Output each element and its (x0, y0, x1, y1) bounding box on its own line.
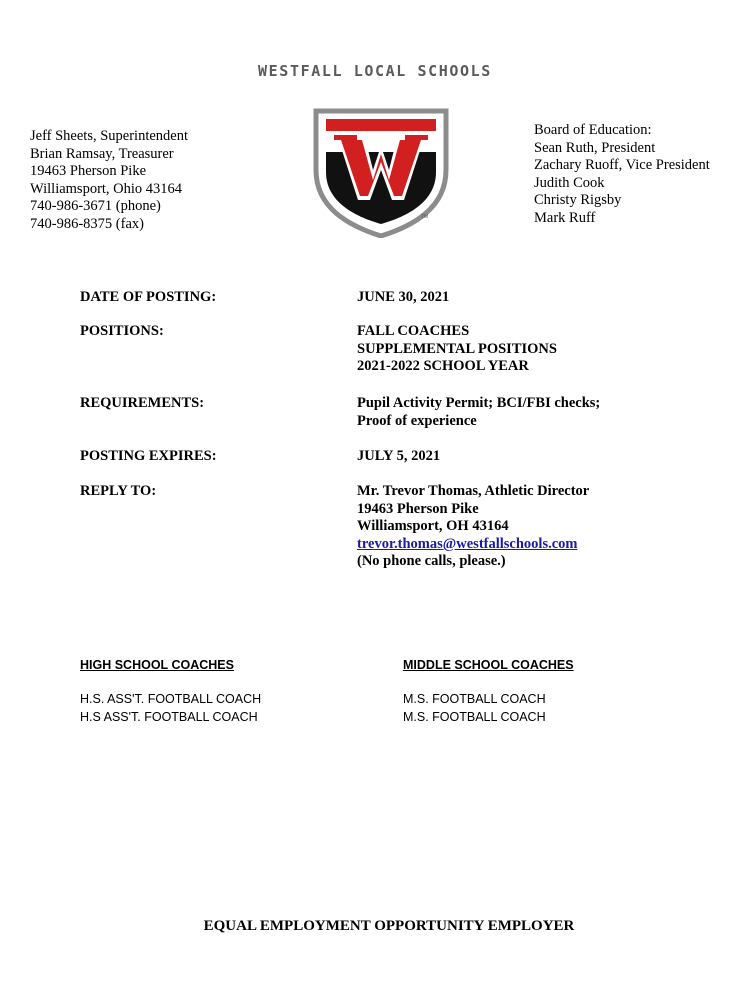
high-school-coaches-section (80, 658, 261, 726)
posting-date: JUNE 30, 2021 (357, 289, 450, 305)
date-of-posting-value (357, 289, 677, 307)
requirement-line: Pupil Activity Permit; BCI/FBI checks; (357, 395, 601, 411)
superintendent-line: Jeff Sheets, Superintendent (30, 128, 188, 144)
board-member: Zachary Ruoff, Vice President (534, 157, 710, 174)
district-contacts (30, 128, 188, 234)
phone-number: 740-986-3671 (phone) (30, 198, 161, 215)
expiry-date: JULY 5, 2021 (357, 448, 441, 464)
reply-to-value (357, 483, 677, 571)
board-member: Sean Ruth, President (534, 139, 656, 156)
requirements-label: REQUIREMENTS: (80, 395, 205, 411)
high-school-coaches-heading: HIGH SCHOOL COACHES (80, 658, 234, 672)
board-member: Mark Ruff (534, 209, 596, 226)
position-line: 2021-2022 SCHOOL YEAR (357, 358, 529, 375)
positions-label: POSITIONS: (80, 323, 164, 339)
coach-position: H.S. ASS'T. FOOTBALL COACH (80, 692, 262, 706)
city-state-zip: Williamsport, Ohio 43164 (30, 180, 183, 197)
position-line: SUPPLEMENTAL POSITIONS (357, 340, 557, 357)
middle-school-coaches-heading: MIDDLE SCHOOL COACHES (403, 658, 574, 672)
district-title: WESTFALL LOCAL SCHOOLS (258, 62, 492, 80)
westfall-shield-logo (313, 108, 453, 238)
reply-contact-name: Mr. Trevor Thomas, Athletic Director (357, 483, 590, 499)
date-of-posting-label: DATE OF POSTING: (80, 289, 217, 305)
board-heading: Board of Education: (534, 122, 652, 138)
requirements-value (357, 395, 677, 430)
reply-to-label: REPLY TO: (80, 483, 157, 499)
position-line: FALL COACHES (357, 323, 470, 339)
trademark-symbol: TM (421, 214, 429, 220)
requirement-line: Proof of experience (357, 412, 477, 429)
coach-position: M.S. FOOTBALL COACH (403, 710, 546, 724)
reply-note: (No phone calls, please.) (357, 553, 506, 570)
middle-school-coaches-section (403, 658, 574, 726)
treasurer-line: Brian Ramsay, Treasurer (30, 145, 174, 162)
board-of-education (534, 122, 710, 228)
reply-street: 19463 Pherson Pike (357, 500, 479, 517)
board-member: Judith Cook (534, 174, 605, 191)
posting-expires-value (357, 448, 677, 466)
fax-number: 740-986-8375 (fax) (30, 215, 144, 232)
reply-email-link[interactable]: trevor.thomas@westfallschools.com (357, 535, 578, 552)
posting-expires-label: POSTING EXPIRES: (80, 448, 217, 464)
street-address: 19463 Pherson Pike (30, 163, 146, 180)
coach-position: M.S. FOOTBALL COACH (403, 692, 546, 706)
board-member: Christy Rigsby (534, 192, 622, 209)
coach-position: H.S ASS'T. FOOTBALL COACH (80, 710, 258, 724)
reply-city: Williamsport, OH 43164 (357, 518, 509, 535)
shield-red-band (326, 119, 436, 131)
positions-value (357, 323, 677, 376)
eeo-statement: EQUAL EMPLOYMENT OPPORTUNITY EMPLOYER (203, 918, 575, 934)
